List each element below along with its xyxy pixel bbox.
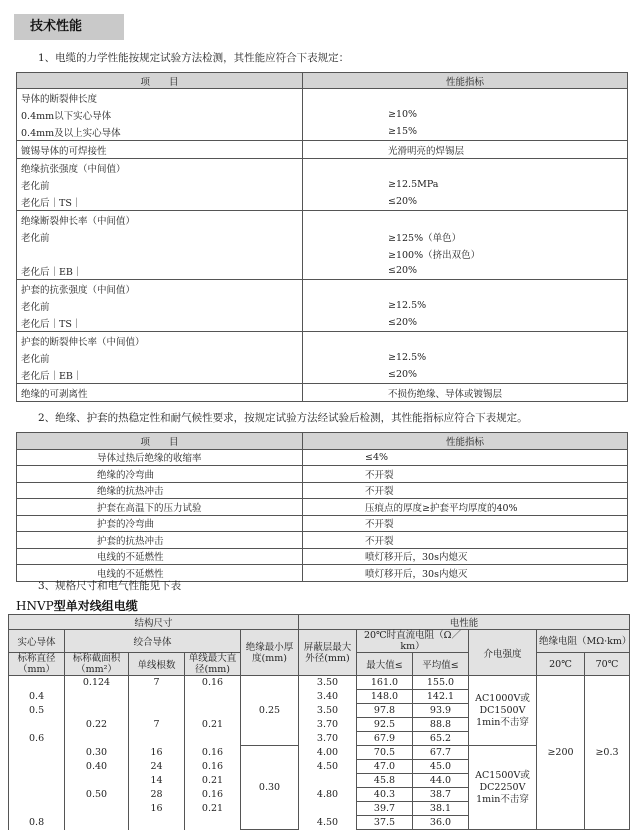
spec-table: [8, 614, 630, 830]
item-cell: 镀锡导体的可焊接性: [17, 141, 303, 159]
table-row: [17, 280, 628, 298]
table-row: [17, 314, 628, 332]
value-cell: [303, 89, 628, 107]
nominal-diameter-cell: 0.5: [9, 704, 65, 718]
dcr-avg-cell: 155.0: [413, 676, 469, 690]
value-cell: [303, 159, 628, 177]
cross-section-cell: 0.22: [65, 718, 129, 732]
table-row: [17, 245, 628, 262]
header-dcr-avg: 平均值≤: [413, 653, 469, 676]
nominal-diameter-cell: [9, 788, 65, 802]
cross-section-cell: [65, 774, 129, 788]
item-cell: 护套的断裂伸长率（中间值）: [17, 332, 303, 350]
dcr-avg-cell: 65.2: [413, 732, 469, 746]
header-stranded: 绞合导体: [65, 630, 241, 653]
dcr-avg-cell: 38.7: [413, 788, 469, 802]
max-wire-diameter-cell: [185, 704, 241, 718]
dcr-avg-cell: 44.0: [413, 774, 469, 788]
item-cell: 绝缘的冷弯曲: [17, 466, 303, 483]
product-name: 型单对线组电缆: [53, 599, 138, 613]
shield-diameter-cell: 3.50: [299, 704, 357, 718]
shield-diameter-cell: 3.40: [299, 690, 357, 704]
table-row: [17, 228, 628, 245]
cross-section-cell: 0.124: [65, 676, 129, 690]
table-row: [17, 159, 628, 177]
table-row: [17, 466, 628, 483]
ir-20c-cell: ≥200: [537, 676, 585, 830]
paragraph-1: 1、电缆的力学性能按规定试验方法检测，其性能应符合下表规定：: [38, 52, 350, 64]
cross-section-cell: [65, 732, 129, 746]
value-cell: ≤4%: [303, 449, 628, 466]
shield-diameter-cell: 3.70: [299, 718, 357, 732]
product-title: [16, 597, 138, 614]
table-row: [17, 297, 628, 314]
item-cell: 导体的断裂伸长度: [17, 89, 303, 107]
value-cell: 光滑明亮的焊锡层: [303, 141, 628, 159]
table-row: [17, 449, 628, 466]
header-dielectric: 介电强度: [469, 630, 537, 676]
wire-count-cell: [129, 690, 185, 704]
header-electrical: 电性能: [299, 615, 630, 630]
wire-count-cell: 24: [129, 760, 185, 774]
mechanical-properties-table: [16, 72, 628, 402]
dcr-max-cell: 92.5: [357, 718, 413, 732]
item-cell: 护套的抗热冲击: [17, 532, 303, 549]
item-cell: 老化前: [17, 228, 303, 245]
dcr-avg-cell: 36.0: [413, 816, 469, 830]
header-nominal-diameter: 标称直径（mm）: [9, 653, 65, 676]
shield-diameter-cell: 4.00: [299, 746, 357, 760]
table-row: [17, 349, 628, 366]
header-dcr-max: 最大值≤: [357, 653, 413, 676]
header-item: 项 目: [17, 433, 303, 450]
nominal-diameter-cell: [9, 802, 65, 816]
max-wire-diameter-cell: 0.16: [185, 788, 241, 802]
paragraph-2: 2、绝缘、护套的热稳定性和耐气候性要求，按规定试验方法经试验后检测，其性能指标应符合下表规定。: [38, 412, 528, 424]
shield-diameter-cell: [299, 802, 357, 816]
item-cell: 老化后｜TS｜: [17, 193, 303, 211]
header-item: 项 目: [17, 73, 303, 89]
item-cell: 0.4mm以下实心导体: [17, 106, 303, 123]
header-wire-count: 单线根数: [129, 653, 185, 676]
wire-count-cell: 7: [129, 718, 185, 732]
item-cell: 电线的不延燃性: [17, 565, 303, 582]
dcr-max-cell: 37.5: [357, 816, 413, 830]
header-max-wire-diameter: 单线最大直径(mm): [185, 653, 241, 676]
max-wire-diameter-cell: 0.21: [185, 718, 241, 732]
dcr-max-cell: 67.9: [357, 732, 413, 746]
wire-count-cell: 28: [129, 788, 185, 802]
value-cell: 不开裂: [303, 482, 628, 499]
table-row: [17, 366, 628, 384]
insulation-thickness-cell: 0.30: [241, 746, 299, 830]
max-wire-diameter-cell: 0.21: [185, 802, 241, 816]
table-row: [17, 211, 628, 229]
dcr-avg-cell: 142.1: [413, 690, 469, 704]
value-cell: ≤20%: [303, 193, 628, 211]
table-row: [17, 384, 628, 402]
nominal-diameter-cell: 0.8: [9, 816, 65, 830]
wire-count-cell: [129, 704, 185, 718]
dielectric-cell: [469, 676, 537, 746]
table-row: [17, 262, 628, 280]
cross-section-cell: [65, 704, 129, 718]
value-cell: ≤20%: [303, 314, 628, 332]
cross-section-cell: 0.40: [65, 760, 129, 774]
dielectric-text: AC1000V或 DC1500V 1min不击穿: [475, 692, 530, 728]
value-cell: 压痕点的厚度≥护套平均厚度的40%: [303, 499, 628, 516]
dcr-avg-cell: 38.1: [413, 802, 469, 816]
max-wire-diameter-cell: 0.16: [185, 760, 241, 774]
item-cell: 老化前: [17, 297, 303, 314]
cross-section-cell: [65, 690, 129, 704]
wire-count-cell: [129, 732, 185, 746]
value-cell: [303, 280, 628, 298]
item-cell: 绝缘的抗热冲击: [17, 482, 303, 499]
item-cell: 老化后｜EB｜: [17, 262, 303, 280]
cross-section-cell: 0.50: [65, 788, 129, 802]
value-cell: ≥12.5MPa: [303, 176, 628, 193]
cross-section-cell: [65, 816, 129, 830]
header-insulation-thickness: 绝缘最小厚度(mm): [241, 630, 299, 676]
wire-count-cell: 14: [129, 774, 185, 788]
table-row: [17, 548, 628, 565]
header-ir-20c: 20℃: [537, 653, 585, 676]
value-cell: ≥15%: [303, 123, 628, 141]
max-wire-diameter-cell: 0.16: [185, 676, 241, 690]
header-value: 性能指标: [303, 433, 628, 450]
max-wire-diameter-cell: 0.16: [185, 746, 241, 760]
table-row: [17, 141, 628, 159]
value-cell: ≥12.5%: [303, 297, 628, 314]
value-cell: 喷灯移开后，30s内熄灭: [303, 565, 628, 582]
dielectric-text: AC1500V或 DC2250V 1min不击穿: [475, 769, 530, 805]
value-cell: [303, 211, 628, 229]
shield-diameter-cell: 4.50: [299, 760, 357, 774]
item-cell: 老化后｜TS｜: [17, 314, 303, 332]
table-row: [17, 123, 628, 141]
header-solid: 实心导体: [9, 630, 65, 653]
wire-count-cell: 7: [129, 676, 185, 690]
nominal-diameter-cell: 0.4: [9, 690, 65, 704]
table-row: [17, 332, 628, 350]
max-wire-diameter-cell: 0.21: [185, 774, 241, 788]
header-insulation-resistance: 绝缘电阻（MΩ·km）: [537, 630, 630, 653]
table-row: [17, 89, 628, 107]
dcr-max-cell: 161.0: [357, 676, 413, 690]
item-cell: 老化前: [17, 349, 303, 366]
item-cell: 绝缘抗张强度（中间值）: [17, 159, 303, 177]
value-cell: 喷灯移开后，30s内熄灭: [303, 548, 628, 565]
dcr-max-cell: 40.3: [357, 788, 413, 802]
dcr-avg-cell: 67.7: [413, 746, 469, 760]
dcr-max-cell: 97.8: [357, 704, 413, 718]
item-cell: 导体过热后绝缘的收缩率: [17, 449, 303, 466]
value-cell: ≥12.5%: [303, 349, 628, 366]
nominal-diameter-cell: [9, 774, 65, 788]
nominal-diameter-cell: [9, 718, 65, 732]
header-ir-70c: 70℃: [585, 653, 630, 676]
item-cell: 绝缘的可剥离性: [17, 384, 303, 402]
dcr-max-cell: 148.0: [357, 690, 413, 704]
wire-count-cell: [129, 816, 185, 830]
value-cell: 不开裂: [303, 532, 628, 549]
value-cell: 不开裂: [303, 515, 628, 532]
table-row: [17, 176, 628, 193]
header-shield-diameter: 屏蔽层最大外径(mm): [299, 630, 357, 676]
wire-count-cell: 16: [129, 802, 185, 816]
nominal-diameter-cell: [9, 746, 65, 760]
value-cell: ≥100%（挤出双色）: [303, 245, 628, 262]
table-row: [17, 482, 628, 499]
shield-diameter-cell: 4.50: [299, 816, 357, 830]
dielectric-cell: [469, 746, 537, 830]
dcr-avg-cell: 88.8: [413, 718, 469, 732]
table-row: [17, 499, 628, 516]
max-wire-diameter-cell: [185, 690, 241, 704]
table-row: [9, 676, 630, 690]
item-cell: 护套在高温下的压力试验: [17, 499, 303, 516]
item-cell: 老化后｜EB｜: [17, 366, 303, 384]
value-cell: [303, 332, 628, 350]
ir-70c-cell: ≥0.3: [585, 676, 630, 830]
table-row: [17, 532, 628, 549]
item-cell: 0.4mm及以上实心导体: [17, 123, 303, 141]
dcr-max-cell: 39.7: [357, 802, 413, 816]
header-dc-resistance: 20℃时直流电阻（Ω／km）: [357, 630, 469, 653]
value-cell: 不开裂: [303, 466, 628, 483]
product-model: HNVP: [16, 599, 54, 613]
shield-diameter-cell: 3.50: [299, 676, 357, 690]
cross-section-cell: 0.30: [65, 746, 129, 760]
value-cell: 不损伤绝缘、导体或镀锡层: [303, 384, 628, 402]
max-wire-diameter-cell: [185, 816, 241, 830]
value-cell: ≤20%: [303, 262, 628, 280]
item-cell: 电线的不延燃性: [17, 548, 303, 565]
table-row: [9, 746, 630, 760]
dcr-avg-cell: 45.0: [413, 760, 469, 774]
value-cell: ≤20%: [303, 366, 628, 384]
item-cell: 老化前: [17, 176, 303, 193]
paragraph-3: 3、规格尺寸和电气性能见下表: [38, 580, 182, 592]
nominal-diameter-cell: 0.6: [9, 732, 65, 746]
shield-diameter-cell: [299, 774, 357, 788]
insulation-thickness-cell: 0.25: [241, 676, 299, 746]
header-structure: 结构尺寸: [9, 615, 299, 630]
nominal-diameter-cell: [9, 676, 65, 690]
max-wire-diameter-cell: [185, 732, 241, 746]
dcr-max-cell: 45.8: [357, 774, 413, 788]
header-cross-section: 标称截面积（mm²）: [65, 653, 129, 676]
table-row: [17, 515, 628, 532]
cross-section-cell: [65, 802, 129, 816]
table-row: [17, 193, 628, 211]
shield-diameter-cell: 3.70: [299, 732, 357, 746]
item-cell: 绝缘断裂伸长率（中间值）: [17, 211, 303, 229]
dcr-max-cell: 47.0: [357, 760, 413, 774]
value-cell: ≥125%（单色）: [303, 228, 628, 245]
stability-table: [16, 432, 628, 582]
item-cell: 护套的冷弯曲: [17, 515, 303, 532]
item-cell: 护套的抗张强度（中间值）: [17, 280, 303, 298]
header-value: 性能指标: [303, 73, 628, 89]
value-cell: ≥10%: [303, 106, 628, 123]
table-row: [17, 106, 628, 123]
section-title: 技术性能: [14, 14, 124, 40]
nominal-diameter-cell: [9, 760, 65, 774]
dcr-avg-cell: 93.9: [413, 704, 469, 718]
shield-diameter-cell: 4.80: [299, 788, 357, 802]
dcr-max-cell: 70.5: [357, 746, 413, 760]
item-cell: [17, 245, 303, 262]
wire-count-cell: 16: [129, 746, 185, 760]
